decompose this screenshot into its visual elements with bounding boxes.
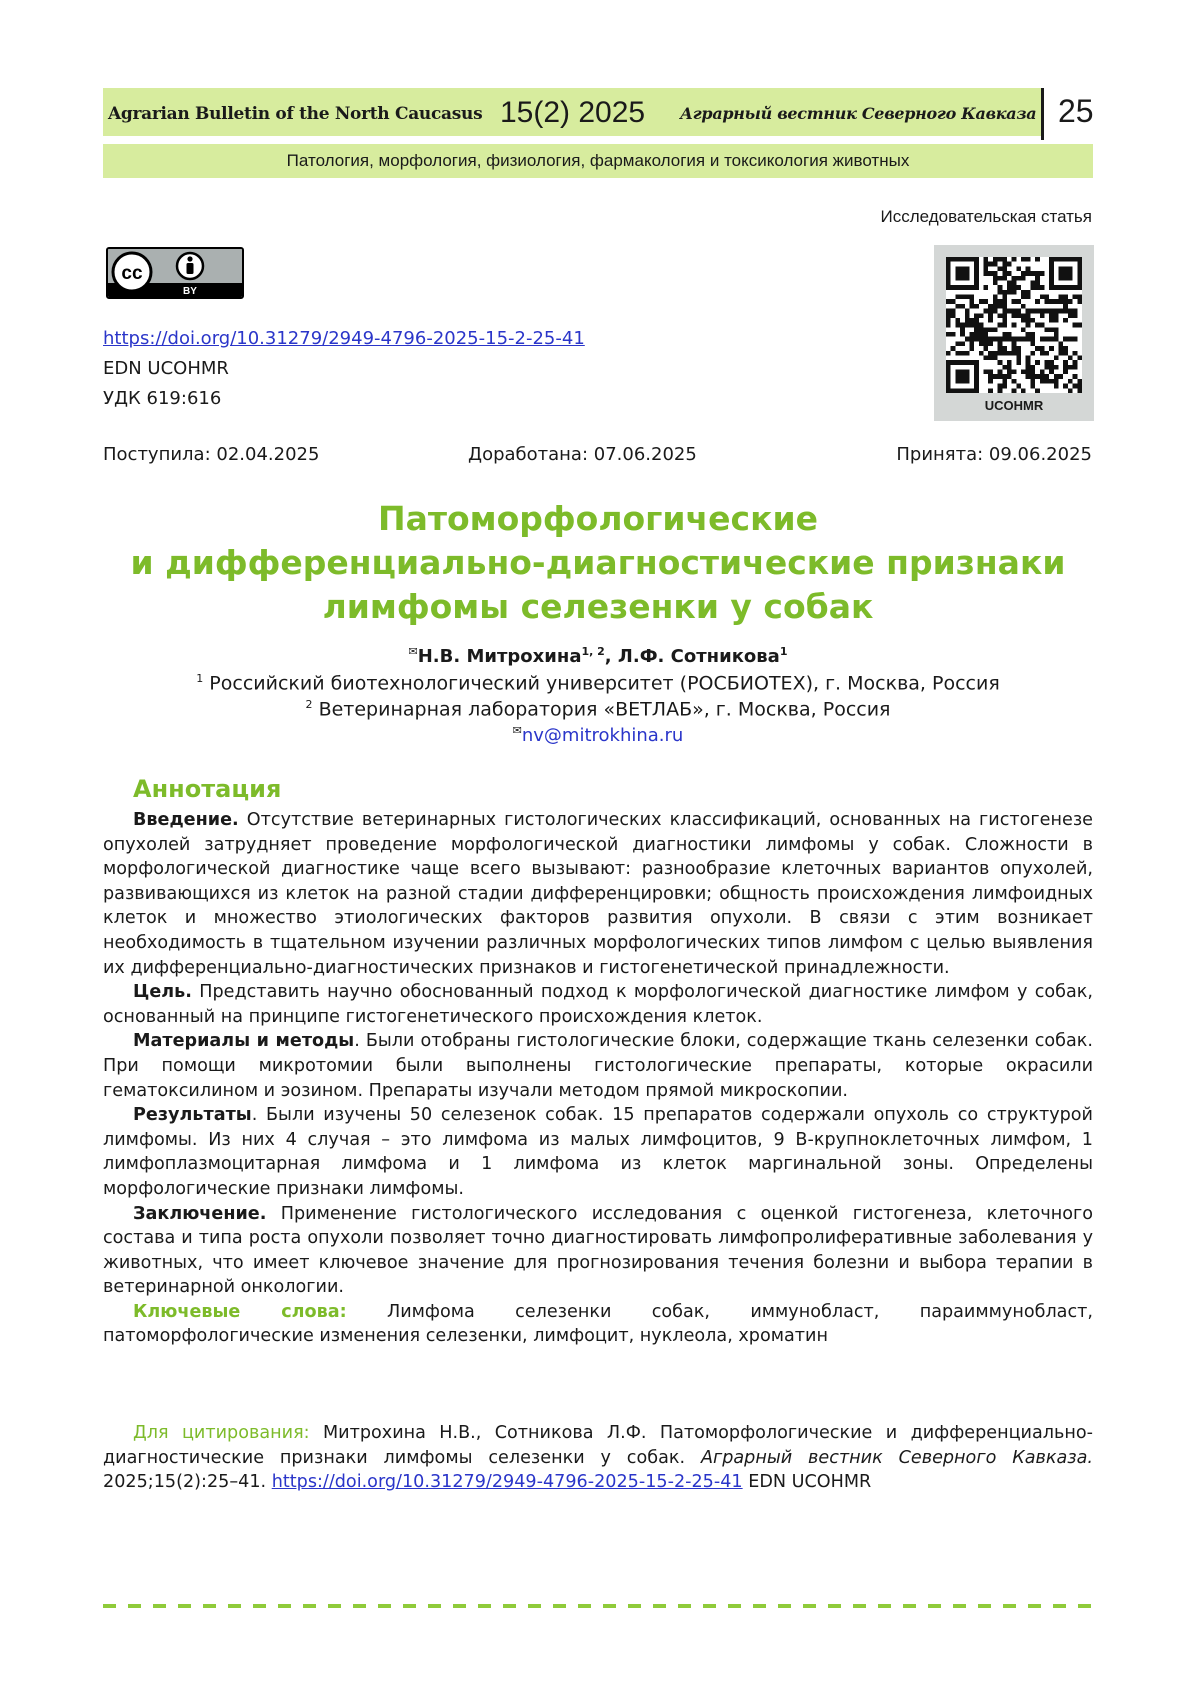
udk-code: УДК 619:616 [103,388,222,409]
abstract-introduction [103,808,1093,980]
affiliation-2-number: 2 [305,698,313,711]
citation-journal: Аграрный вестник Северного Кавказа. [700,1447,1093,1468]
journal-name-en: Agrarian Bulletin of the North Caucasus [108,104,483,124]
methods-label: Материалы и методы [133,1031,355,1052]
qr-caption: UCOHMR [984,398,1044,413]
citation-edn: EDN UCOHMR [742,1472,872,1493]
intro-text: Отсутствие ветеринарных гистологических классификаций, основанных на гистогенезе опухолей затрудняет проведение морфологической диагностики лимфомы у собак. Сложности в морфологической диагностике чаще всего вызывают: разнообразие клеточных вариантов опухолей, развивающихся из клеток на разной стадии дифференцировки; общность происхождения лимфоидных клеток и множество этиологических факторов развития опухоли. В связи с этим возникает необходимость в тщательном изучении различных морфологических типов лимфом с целью выявления их дифференциально-диагностических признаков и гистогенетической принадлежности. [103,810,1093,978]
corresponding-email [103,724,1093,746]
abstract-aim [103,980,1093,1029]
envelope-icon: ✉ [512,724,522,737]
citation-block [103,1421,1093,1495]
cc-by-license-badge[interactable] [106,247,244,299]
article-title [103,497,1093,629]
affiliation-1-number: 1 [196,672,204,685]
affiliation-1-text: Российский биотехнологический университет (РОСБИОТЕХ), г. Москва, Россия [209,672,1000,695]
page-number: 25 [1058,93,1094,129]
abstract-heading: Аннотация [133,775,282,803]
cc-by-label: BY [183,286,197,297]
date-revised: Доработана: 07.06.2025 [468,444,697,465]
conclusion-label: Заключение. [133,1203,267,1224]
keywords-label: Ключевые слова: [133,1301,347,1322]
abstract-keywords [103,1300,1093,1349]
results-label: Результаты [133,1105,252,1126]
title-line-2: и дифференциально-диагностические признаки [130,543,1066,582]
results-text: . Были изучены 50 селезенок собак. 15 препаратов содержали опухоль со структурой лимфомы. Из них 4 случая – это лимфома из малых лимфоцитов, 9 В-крупноклеточных лимфом, 1 лимфоплазмоцитарная лимфома и 1 лимфома из клеток маргинальной зоны. Определены морфологические признаки лимфомы. [103,1105,1093,1199]
citation-text-1: Митрохина Н.В., Сотникова Л.Ф. Патоморфологические и дифференциально-диагностические признаки лимфомы селезенки у собак. [103,1423,1094,1468]
aim-label: Цель. [133,982,192,1003]
affiliation-2-text: Ветеринарная лаборатория «ВЕТЛАБ», г. Москва, Россия [318,698,891,721]
conclusion-text: Применение гистологического исследования с оценкой гистогенеза, клеточного состава и типа роста опухоли позволяет точно диагностировать лимфопролиферативные заболевания у животных, что имеет ключевое значение для прогнозирования течения болезни и выбора терапии в ветеринарной онкологии. [103,1203,1093,1298]
author-separator: , [604,646,618,667]
section-title: Патология, морфология, физиология, фармакология и токсикология животных [286,151,910,170]
qr-code-block[interactable] [934,245,1094,421]
author-2: Л.Ф. Сотникова [617,646,780,667]
methods-text: . Были отобраны гистологические блоки, содержащие ткань селезенки собак. При помощи микротомии были выполнены гистологические препараты, которые окрасили гематоксилином и эозином. Препараты изучали методом прямой микроскопии. [103,1031,1094,1101]
citation-text-2: 2025;15(2):25–41. [103,1472,272,1493]
abstract-conclusion [103,1202,1093,1300]
author-1-affil: 1, 2 [581,645,605,658]
envelope-icon: ✉ [408,645,418,658]
aim-text: Представить научно обоснованный подход к морфологической диагностике лимфом у собак, основанный на принципе гистогенетического происхождения клеток. [103,982,1093,1027]
author-list [103,645,1093,667]
qr-code-icon [946,257,1082,393]
abstract-body [103,808,1093,1349]
citation-label: Для цитирования: [133,1423,310,1443]
affiliation-2 [103,698,1093,720]
author-2-affil: 1 [779,645,788,658]
journal-name-ru: Аграрный вестник Северного Кавказа [680,104,1037,123]
edn-code: EDN UCOHMR [103,358,229,379]
author-1: Н.В. Митрохина [417,646,582,667]
abstract-results [103,1103,1093,1201]
svg-text:cc: cc [121,263,143,284]
issue-number: 15(2) 2025 [500,96,646,129]
abstract-methods [103,1029,1093,1103]
intro-label: Введение. [133,810,239,830]
title-line-3: лимфомы селезенки у собак [322,587,874,626]
cc-by-icon [108,249,242,297]
header-divider [1041,88,1044,140]
email-link[interactable]: nv@mitrokhina.ru [521,725,684,746]
article-type: Исследовательская статья [880,207,1092,226]
citation-paragraph [103,1421,1093,1495]
date-received: Поступила: 02.04.2025 [103,444,320,465]
keywords-text: Лимфома селезенки собак, иммунобласт, параиммунобласт, патоморфологические изменения селезенки, лимфоцит, нуклеола, хроматин [103,1301,1093,1347]
footer-dashed-rule [103,1604,1093,1608]
doi-link[interactable]: https://doi.org/10.31279/2949-4796-2025-15-2-25-41 [103,328,585,349]
title-line-1: Патоморфологические [377,499,819,538]
affiliation-1 [103,672,1093,694]
date-accepted: Принята: 09.06.2025 [896,444,1092,465]
citation-doi-link[interactable]: https://doi.org/10.31279/2949-4796-2025-15-2-25-41 [271,1472,743,1493]
